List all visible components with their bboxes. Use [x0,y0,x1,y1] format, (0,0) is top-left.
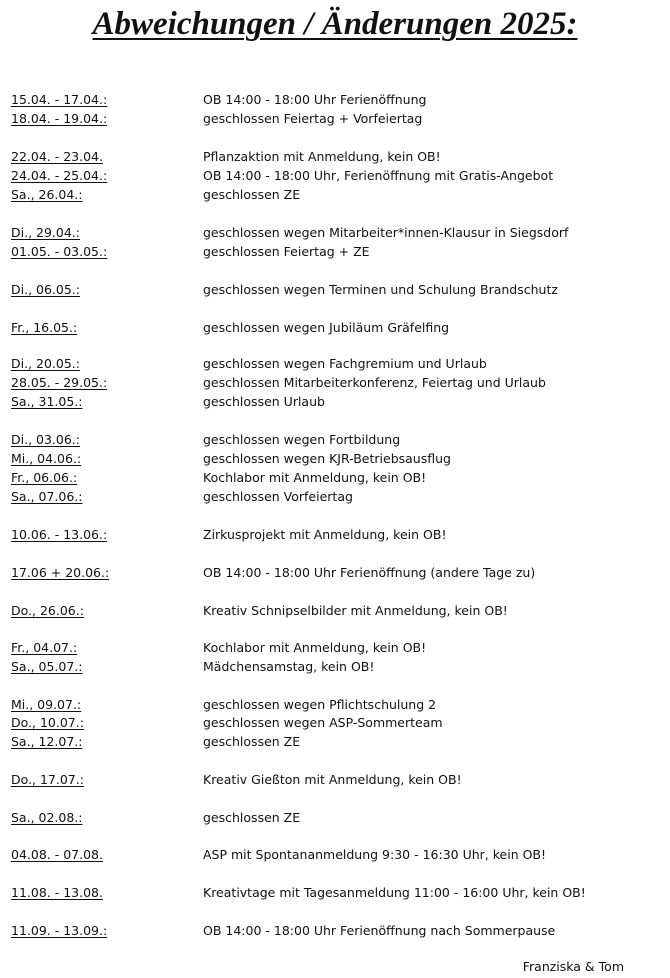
schedule-row [0,319,670,337]
schedule-date: 24.04. - 25.04.: [11,168,108,183]
schedule-description: OB 14:00 - 18:00 Uhr Ferienöffnung [203,92,427,107]
schedule-date: Sa., 05.07.: [11,659,83,674]
schedule-row [0,658,670,676]
schedule-date: Di., 03.06.: [11,432,80,447]
schedule-description: geschlossen wegen Fortbildung [203,432,401,447]
schedule-description: geschlossen ZE [203,734,301,749]
schedule-row [0,186,670,204]
schedule-date: Mi., 09.07.: [11,697,82,712]
schedule-date: Sa., 02.08.: [11,810,83,825]
schedule-row [0,148,670,166]
schedule-date: 15.04. - 17.04.: [11,92,108,107]
schedule-description: Mädchensamstag, kein OB! [203,659,375,674]
schedule-description: Kochlabor mit Anmeldung, kein OB! [203,470,427,485]
schedule-row [0,733,670,751]
schedule-date: 04.08. - 07.08. [11,847,103,862]
schedule-description: geschlossen Urlaub [203,394,325,409]
signature: Franziska & Tom [522,959,624,974]
schedule-row [0,884,670,902]
schedule-row [0,488,670,506]
schedule-row [0,91,670,109]
schedule-date: 11.08. - 13.08. [11,885,103,900]
schedule-date: Fr., 04.07.: [11,640,78,655]
schedule-row [0,167,670,185]
schedule-date: Sa., 12.07.: [11,734,83,749]
schedule-row [0,281,670,299]
schedule-description: geschlossen wegen KJR-Betriebsausflug [203,451,451,466]
schedule-description: geschlossen wegen Terminen und Schulung Brandschutz [203,282,558,297]
schedule-row [0,809,670,827]
schedule-date: Do., 10.07.: [11,715,84,730]
schedule-description: Kochlabor mit Anmeldung, kein OB! [203,640,427,655]
schedule-date: 01.05. - 03.05.: [11,244,108,259]
schedule-date: Do., 17.07.: [11,772,84,787]
schedule-date: Fr., 06.06.: [11,470,78,485]
schedule-description: geschlossen wegen Pflichtschulung 2 [203,697,437,712]
schedule-description: Kreativ Schnipselbilder mit Anmeldung, kein OB! [203,603,508,618]
schedule-description: geschlossen wegen Jubiläum Gräfelfing [203,320,450,335]
schedule-description: OB 14:00 - 18:00 Uhr Ferienöffnung (andere Tage zu) [203,565,536,580]
schedule-row [0,243,670,261]
schedule-description: geschlossen Feiertag + ZE [203,244,370,259]
schedule-description: geschlossen Vorfeiertag [203,489,353,504]
schedule-description: OB 14:00 - 18:00 Uhr, Ferienöffnung mit Gratis-Angebot [203,168,554,183]
schedule-description: Kreativ Gießton mit Anmeldung, kein OB! [203,772,462,787]
schedule-date: Sa., 07.06.: [11,489,83,504]
schedule-date: 11.09. - 13.09.: [11,923,108,938]
schedule-description: OB 14:00 - 18:00 Uhr Ferienöffnung nach Sommerpause [203,923,556,938]
schedule-date: 28.05. - 29.05.: [11,375,108,390]
schedule-date: Di., 29.04.: [11,225,80,240]
schedule-date: Di., 06.05.: [11,282,80,297]
schedule-row [0,431,670,449]
schedule-date: Sa., 26.04.: [11,187,83,202]
schedule-date: Di., 20.05.: [11,356,80,371]
page-title: Abweichungen / Änderungen 2025: [92,6,578,42]
schedule-description: ASP mit Spontananmeldung 9:30 - 16:30 Uhr, kein OB! [203,847,547,862]
schedule-description: Zirkusprojekt mit Anmeldung, kein OB! [203,527,447,542]
schedule-row [0,714,670,732]
schedule-row [0,922,670,940]
schedule-description: geschlossen ZE [203,187,301,202]
schedule-description: geschlossen wegen Fachgremium und Urlaub [203,356,487,371]
schedule-row [0,224,670,242]
schedule-date: Sa., 31.05.: [11,394,83,409]
schedule-description: geschlossen Feiertag + Vorfeiertag [203,111,423,126]
schedule-date: 18.04. - 19.04.: [11,111,108,126]
schedule-row [0,526,670,544]
schedule-description: geschlossen ZE [203,810,301,825]
schedule-row [0,374,670,392]
schedule-row [0,355,670,373]
schedule-row [0,469,670,487]
schedule-description: Pflanzaktion mit Anmeldung, kein OB! [203,149,441,164]
schedule-date: 10.06. - 13.06.: [11,527,108,542]
schedule-description: Kreativtage mit Tagesanmeldung 11:00 - 16:00 Uhr, kein OB! [203,885,586,900]
schedule-row [0,393,670,411]
schedule-row [0,696,670,714]
schedule-row [0,110,670,128]
schedule-description: geschlossen wegen ASP-Sommerteam [203,715,443,730]
schedule-description: geschlossen Mitarbeiterkonferenz, Feiertag und Urlaub [203,375,546,390]
schedule-row [0,450,670,468]
schedule-row [0,639,670,657]
schedule-date: Do., 26.06.: [11,603,84,618]
schedule-row [0,602,670,620]
schedule-date: 17.06 + 20.06.: [11,565,110,580]
schedule-date: Fr., 16.05.: [11,320,78,335]
schedule-row [0,846,670,864]
schedule-row [0,771,670,789]
schedule-description: geschlossen wegen Mitarbeiter*innen-Klausur in Siegsdorf [203,225,569,240]
schedule-date: Mi., 04.06.: [11,451,82,466]
schedule-date: 22.04. - 23.04. [11,149,103,164]
schedule-row [0,564,670,582]
